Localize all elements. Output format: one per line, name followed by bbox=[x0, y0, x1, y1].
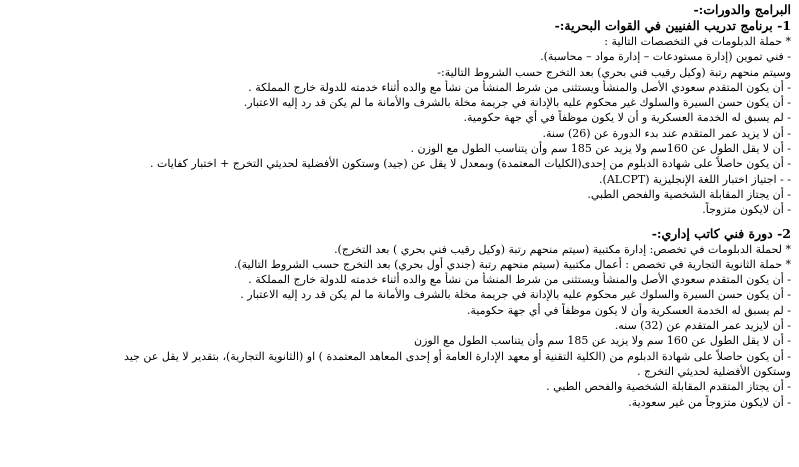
section-2-line: - أن يكون حسن السيرة والسلوك غير محكوم عليه بالإدانة في جريمة مخلة بالشرف والأمانة ما لم يكن قد رد إليه الاعتبار . bbox=[240, 288, 791, 302]
section-2-line: - أن يكون المتقدم سعودي الأصل والمنشأ ويستثنى من شرط المنشأ من نشأ مع والده أثناء خدمته للدولة خارج المملكة . bbox=[248, 273, 791, 287]
section-2-line: - أن لايزيد عمر المتقدم عن (32) سنه. bbox=[614, 319, 791, 333]
section-1-line: - أن لا يقل الطول عن 160سم ولا يزيد عن 185 سم وأن يتناسب الطول مع الوزن . bbox=[410, 142, 791, 156]
section-2-line: وستكون الأفضلية لحديثي التخرج . bbox=[637, 364, 791, 378]
section-2-line: * حملة الثانوية التجارية في تخصص : أعمال مكتبية (سيتم منحهم رتبة (جندي أول بحري) بعد التخرج حسب الشروط التالية). bbox=[233, 257, 791, 271]
section-1-line: - فني تموين (إدارة مستودعات – إدارة مواد – محاسبة). bbox=[540, 50, 791, 64]
section-2-line: - أن يجتاز المتقدم المقابلة الشخصية والفحص الطبي . bbox=[546, 380, 791, 394]
section-1-line: وسيتم منحهم رتبة (وكيل رقيب فني بحري) بعد التخرج حسب الشروط التالية:- bbox=[437, 65, 791, 79]
section-1-line: - أن يكون حسن السيرة والسلوك غير محكوم عليه بالإدانة في جريمة مخلة بالشرف والأمانة ما لم يكن قد رد إليه الاعتبار. bbox=[243, 96, 791, 110]
section-1-line: - أن لايكون متزوجاً. bbox=[702, 203, 791, 217]
section-2-line: * لحملة الدبلومات في تخصص: إدارة مكتبية (سيتم منحهم رتبة (وكيل رقيب فني بحري ) بعد التخرج). bbox=[334, 242, 791, 256]
section-2-line: - أن لايكون متزوجاً من غير سعودية. bbox=[628, 395, 791, 409]
page-heading: البرامج والدورات:- bbox=[693, 2, 791, 17]
section-1-line: - أن يكون المتقدم سعودي الأصل والمنشأ ويستثنى من شرط المنشأ من نشأ مع والده أثناء خدمته للدولة خارج المملكة . bbox=[248, 80, 791, 94]
section-1-line: - أن لا يزيد عمر المتقدم عند بدء الدورة عن (26) سنة. bbox=[542, 126, 791, 140]
section-1-line: - أن يكون حاصلاً على شهادة الدبلوم من إحدى(الكليات المعتمدة) وبمعدل لا يقل عن (جيد) وستكون الأفضلية لحديثي التخرج + اختبار كفايات . bbox=[150, 157, 791, 171]
section-spacer bbox=[6, 218, 791, 226]
section-1-line: - لم يسبق له الخدمة العسكرية و أن لا يكون موظفاً في أي جهة حكومية. bbox=[463, 111, 791, 125]
section-2-body bbox=[6, 242, 791, 410]
section-1-title: 1- برنامج تدريب الفنيين في القوات البحرية:- bbox=[554, 18, 791, 33]
section-1-body bbox=[6, 34, 791, 218]
section-2-line: - لم يسبق له الخدمة العسكرية وأن لا يكون موظفاً في أي جهة حكومية. bbox=[466, 303, 791, 317]
section-1-line: - - اجتياز اختبار اللغة الإنجليزية (ALCPT). bbox=[599, 172, 791, 186]
section-1-line: * حملة الدبلومات في التخصصات التالية : bbox=[604, 35, 791, 48]
section-2-title: 2- دورة فني كاتب إداري:- bbox=[651, 225, 791, 241]
section-2-line: - أن يكون حاصلاً على شهادة الدبلوم من (الكلية التقنية أو معهد الإدارة العامة أو إحدى المعاهد المعتمدة ) او (الثانوية التجارية)، بتقدير لا يقل عن جيد bbox=[124, 349, 791, 363]
section-2-line: - أن لا يقل الطول عن 160 سم ولا يزيد عن 185 سم وأن يتناسب الطول مع الوزن bbox=[414, 334, 791, 348]
section-1-line: - أن يجتاز المقابلة الشخصية والفحص الطبي. bbox=[587, 187, 791, 201]
